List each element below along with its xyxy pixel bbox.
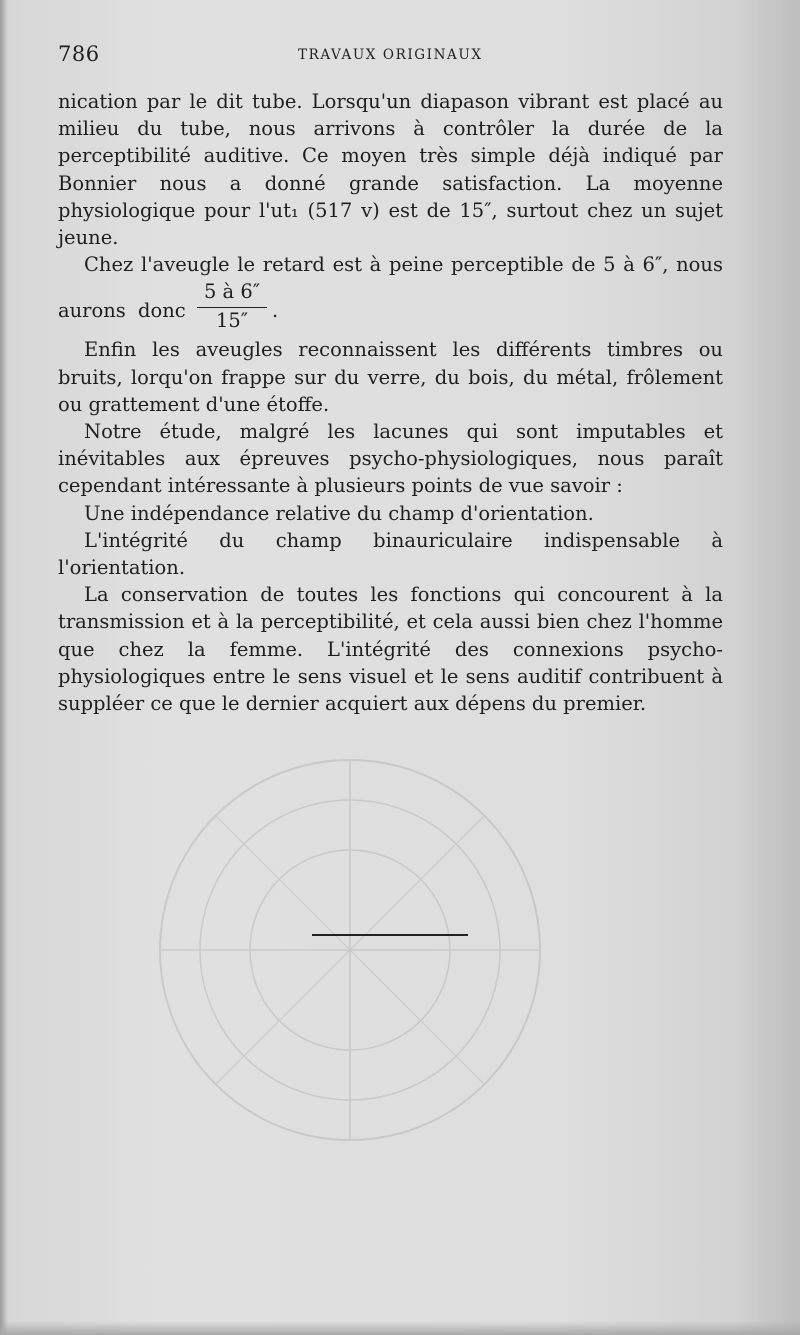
body-text: [58, 88, 723, 717]
fraction-numerator: 5 à 6″: [203, 280, 261, 304]
paragraph-5: Une indépendance relative du champ d'orientation.: [84, 501, 594, 525]
paragraph-1: nication par le dit tube. Lorsqu'un diapason vibrant est placé au milieu du tube, nous arrivons à contrôler la durée de la perceptibilité auditive. Ce moyen très simple déjà indiqué par Bonnier nous a donné grande satisfaction. La moyenne physiologique pour l'ut₁ (517 v) est de 15″, surtout chez un sujet jeune.: [58, 90, 723, 250]
fraction-denominator: 15″: [215, 309, 249, 333]
fraction-bar: [197, 307, 267, 308]
paragraph-2: Chez l'aveugle le retard est à peine perceptible de 5 à 6″, nous: [84, 253, 723, 277]
paragraph-7: La conservation de toutes les fonctions qui concourent à la transmission et à la perceptibilité, et cela aussi bien chez l'homme que chez la femme. L'intégrité des connexions psycho-physiologiques entre le sens visuel et le sens auditif contribuent à suppléer ce que le dernier acquiert aux dépens du premier.: [58, 583, 723, 716]
formula-lead-text: aurons donc: [58, 299, 186, 323]
formula-period: .: [272, 299, 279, 323]
end-rule: [312, 934, 468, 936]
paragraph-3: Enfin les aveugles reconnaissent les différents timbres ou bruits, lorqu'on frappe sur du verre, du bois, du métal, frôlement ou grattement d'une étoffe.: [58, 338, 723, 416]
page-header: [58, 42, 718, 72]
paragraph-6: L'intégrité du champ binauriculaire indispensable à l'orientation.: [58, 528, 723, 580]
formula-line: [58, 280, 723, 336]
show-through-figure: [150, 740, 550, 1160]
binding-shadow: [0, 0, 8, 1335]
bottom-edge-shadow: [0, 1321, 800, 1335]
page-number: 786: [58, 42, 100, 66]
paragraph-4: Notre étude, malgré les lacunes qui sont imputables et inévitables aux épreuves psycho-physiologiques, nous paraît cependant intéressante à plusieurs points de vue savoir :: [58, 420, 723, 498]
fraction: [195, 280, 269, 332]
running-title: TRAVAUX ORIGINAUX: [298, 47, 483, 63]
